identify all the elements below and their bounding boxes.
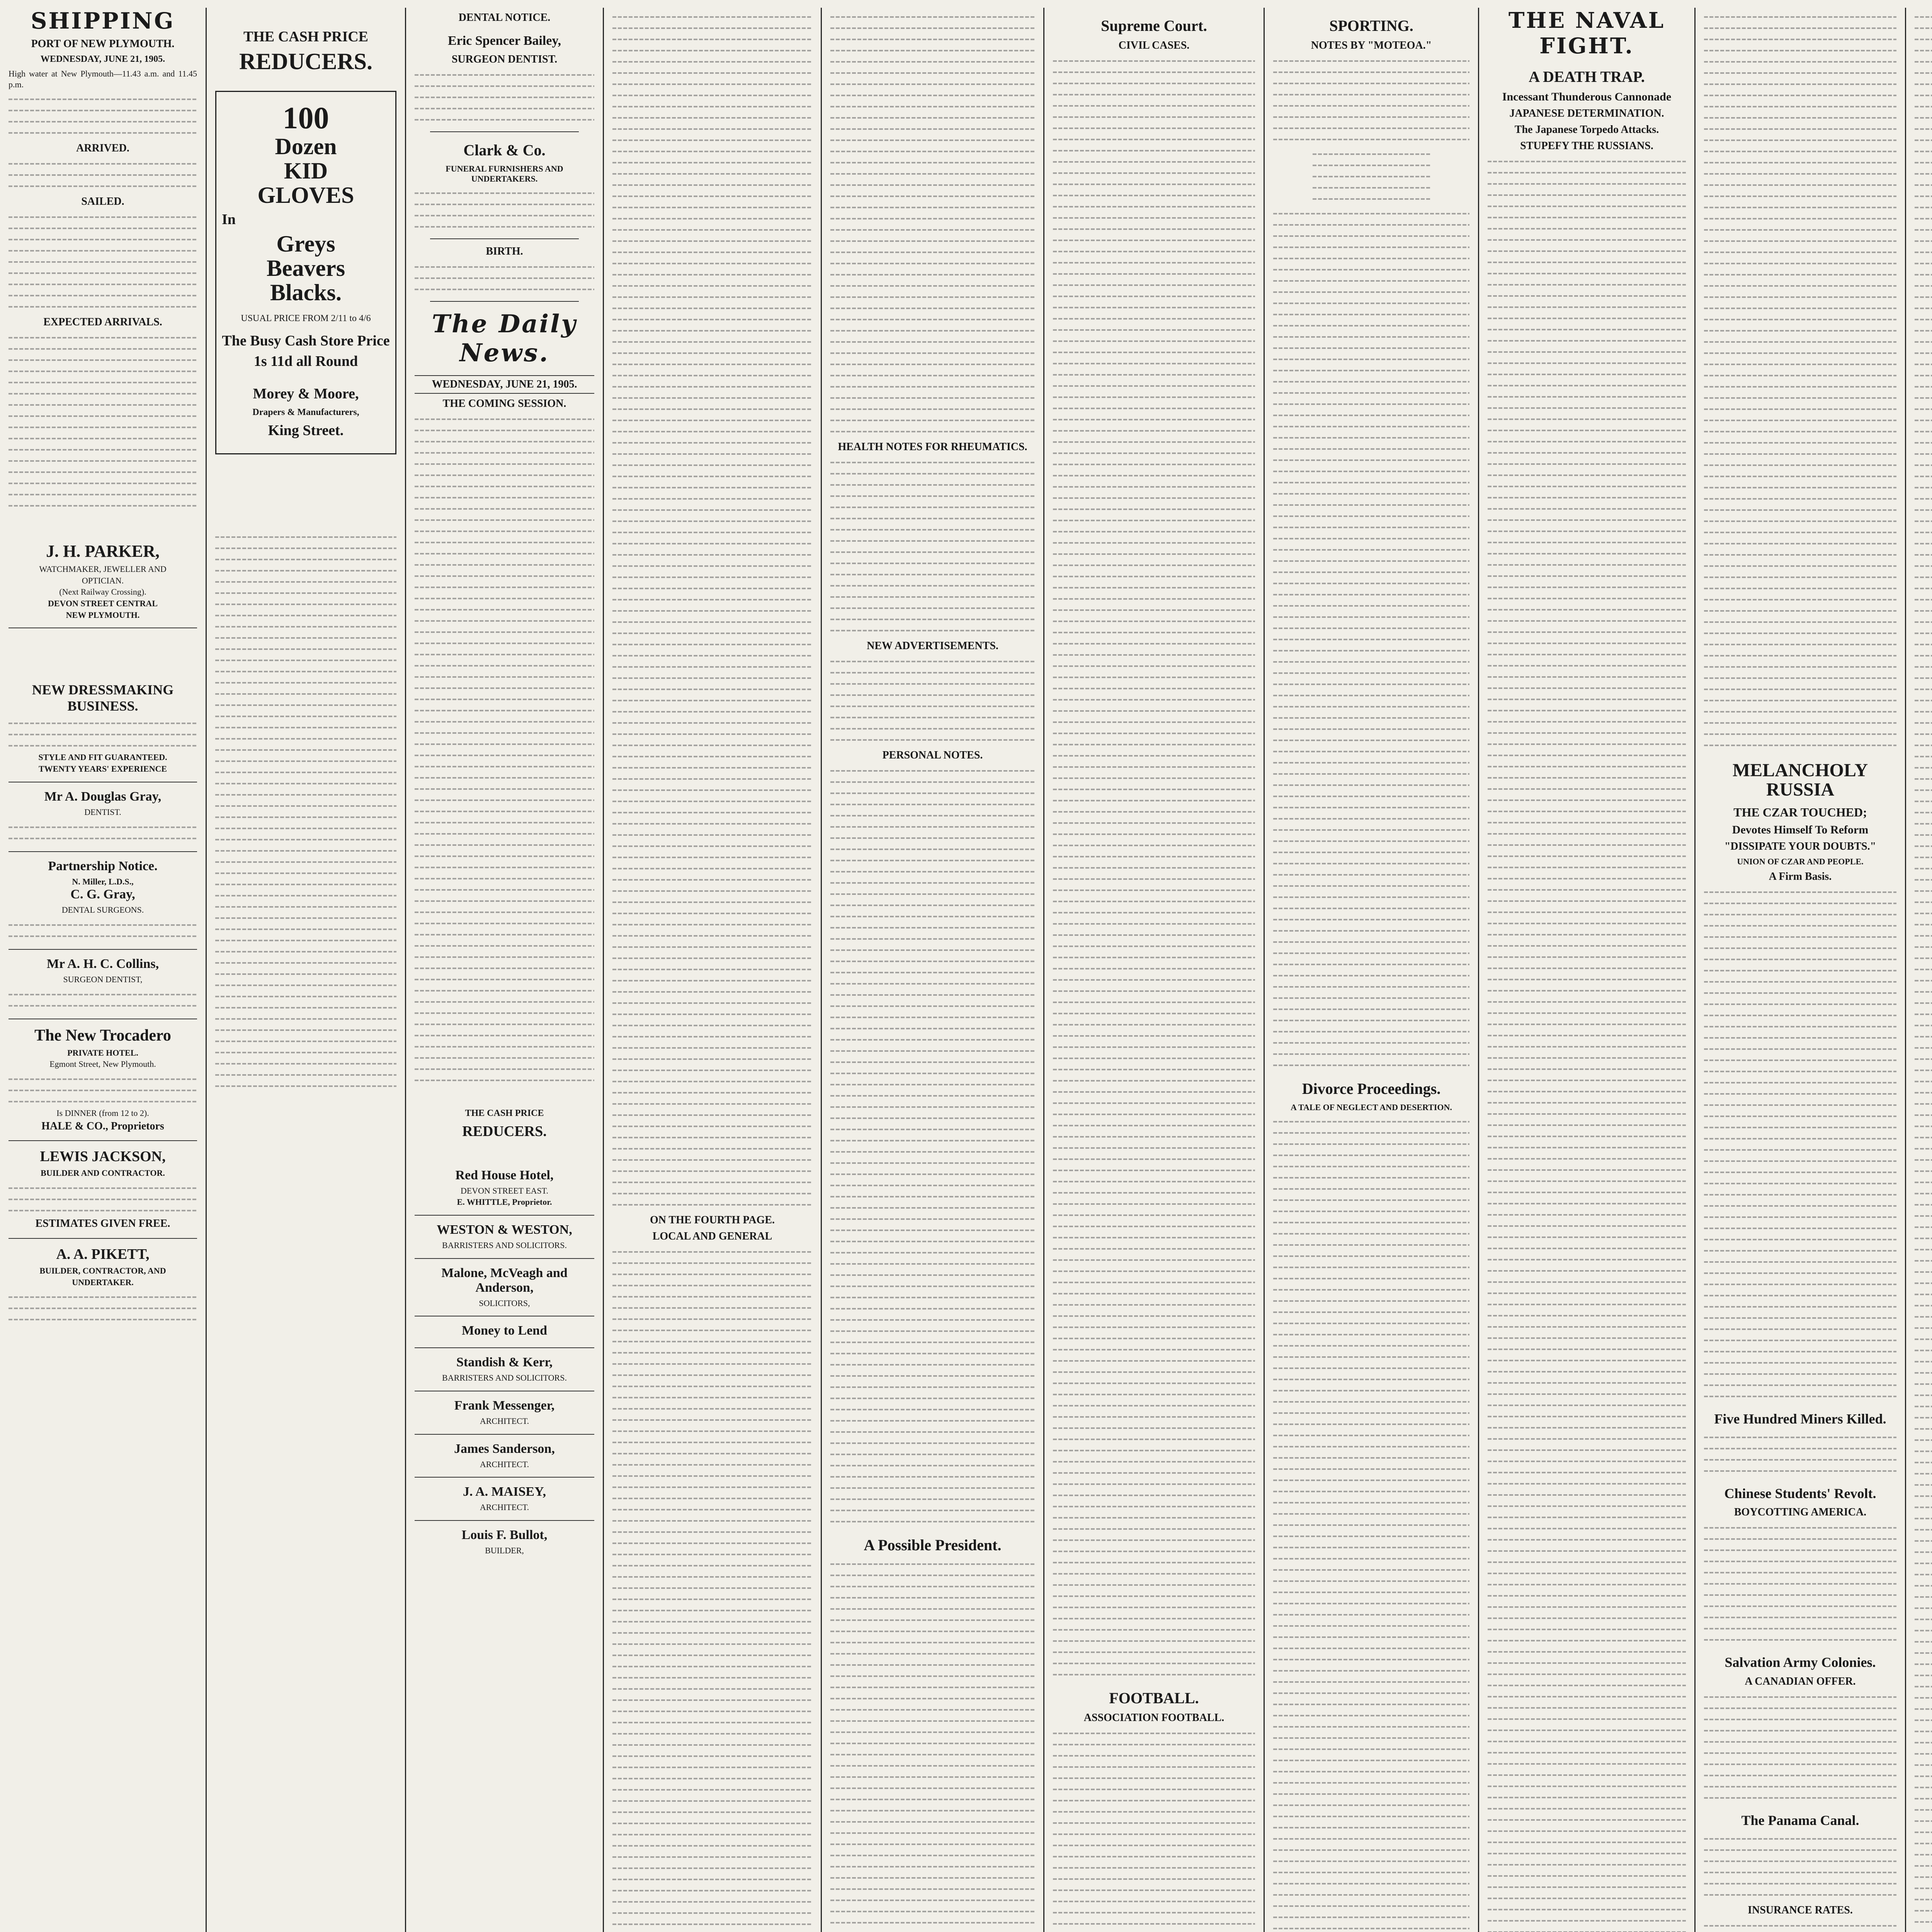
column-court: [1044, 8, 1264, 1932]
insurance-heading: INSURANCE RATES.: [1748, 1904, 1853, 1916]
gray-advert: Mr A. Douglas Gray, DENTIST.: [9, 782, 197, 852]
high-water: High water at New Plymouth—11.43 a.m. and 11.45 p.m.: [9, 69, 197, 89]
health-notes-heading: HEALTH NOTES FOR RHEUMATICS.: [838, 441, 1027, 453]
cannonade-heading: Incessant Thunderous Cannonade: [1502, 90, 1672, 103]
trocadero-advert: The New Trocadero PRIVATE HOTEL. Egmont Street, New Plymouth. Is DINNER (from 12 to 2). HALE & CO., Proprietors: [9, 1019, 197, 1141]
devotes-reform: Devotes Himself To Reform: [1732, 823, 1869, 836]
column-personal: [822, 8, 1043, 1932]
personal-heading: PERSONAL NOTES.: [882, 749, 983, 761]
cash-price-advert-2: THE CASH PRICE REDUCERS.: [462, 1108, 547, 1139]
local-general-heading: LOCAL AND GENERAL: [652, 1230, 772, 1242]
standish-advert: Standish & Kerr, BARRISTERS AND SOLICITORS.: [415, 1348, 594, 1391]
dental-notice: DENTAL NOTICE.: [458, 12, 551, 24]
sporting-heading: SPORTING.: [1329, 17, 1413, 34]
daily-news-masthead: The Daily News.: [432, 309, 577, 367]
president-heading: A Possible President.: [864, 1536, 1002, 1554]
weston-advert: WESTON & WESTON, BARRISTERS AND SOLICITORS.: [415, 1216, 594, 1259]
sanderson-advert: James Sanderson, ARCHITECT.: [415, 1435, 594, 1478]
expected-heading: EXPECTED ARRIVALS.: [43, 316, 162, 328]
dentist-name: Eric Spencer Bailey,: [447, 34, 561, 48]
column-adverts: [207, 8, 405, 1932]
divorce-heading: Divorce Proceedings.: [1302, 1080, 1441, 1097]
kid-gloves-advert: 100 Dozen KID GLOVES In Greys Beavers Blacks. USUAL PRICE FROM 2/11 to 4/6 The Busy Cash Store Price 1s 11d all Round Morey & Moore, Drapers & Manufacturers, King Street.: [215, 91, 396, 454]
cash-price-advert: THE CASH PRICE REDUCERS.: [239, 29, 373, 74]
partnership-advert: Partnership Notice. N. Miller, L.D.S., C. G. Gray, DENTAL SURGEONS.: [9, 852, 197, 950]
students-revolt-heading: Chinese Students' Revolt.: [1724, 1485, 1876, 1501]
moteoa-notes: NOTES BY "MOTEOA.": [1311, 39, 1432, 51]
column-daily-news: DENTAL NOTICE. Eric Spencer Bailey, SURGEON DENTIST. Clark & Co. FUNERAL FURNISHERS AND UNDERTAKERS. BIRTH. The Daily News. WEDNESDAY, JUNE 21, 1905. THE COMING SESSION. THE CASH PRICE REDUCERS. Red House Hotel, DEVON STREET EAST. E. WHITTLE, Proprietor. WESTON & WESTON, BARRISTERS AND SOLICITORS. Malone, McVeagh and Anderson, SOLICITORS, Money to Lend Standish & Kerr, BARRISTERS AND SOLICITORS. Frank Messenger, ARCHITECT. James Sanderson, ARCHITECT. J. A. MAISEY, ARCHITECT. Louis F. Bullot, BUILDER,: [406, 8, 603, 1932]
column-sporting: [1265, 8, 1478, 1932]
shipping-masthead: SHIPPING: [31, 8, 175, 34]
coming-session-heading: THE COMING SESSION.: [442, 397, 566, 410]
malone-advert: Malone, McVeagh and Anderson, SOLICITORS,: [415, 1259, 594, 1317]
association-heading: ASSOCIATION FOOTBALL.: [1083, 1712, 1225, 1724]
shipping-date: WEDNESDAY, JUNE 21, 1905.: [40, 54, 165, 64]
column-naval: [1479, 8, 1694, 1932]
supreme-court-heading: Supreme Court.: [1101, 17, 1207, 34]
dressmaking-advert: NEW DRESSMAKING BUSINESS. STYLE AND FIT GUARANTEED. TWENTY YEARS' EXPERIENCE: [9, 675, 197, 782]
birth-heading: BIRTH.: [486, 245, 523, 257]
dissipate-doubts: "DISSIPATE YOUR DOUBTS.": [1724, 840, 1876, 852]
money-advert: Money to Lend: [415, 1316, 594, 1348]
arrived-heading: ARRIVED.: [76, 142, 129, 154]
civil-cases-heading: CIVIL CASES.: [1118, 39, 1190, 51]
sailed-heading: SAILED.: [81, 196, 124, 207]
death-trap-heading: A DEATH TRAP.: [1529, 68, 1645, 85]
column-local-general: [604, 8, 821, 1932]
panama-heading: The Panama Canal.: [1741, 1813, 1859, 1828]
japanese-determination: JAPANESE DETERMINATION.: [1509, 107, 1664, 119]
divorce-subheading: A TALE OF NEGLECT AND DESERTION.: [1291, 1102, 1452, 1112]
stupefy-russians: STUPEFY THE RUSSIANS.: [1520, 140, 1653, 152]
firm-basis: A Firm Basis.: [1769, 870, 1832, 883]
red-house-advert: Red House Hotel, DEVON STREET EAST. E. WHITTLE, Proprietor.: [415, 1161, 594, 1216]
naval-masthead: THE NAVAL FIGHT.: [1508, 8, 1665, 59]
column-shipping: [0, 8, 206, 1932]
melancholy-russia-heading: MELANCHOLY RUSSIA: [1732, 760, 1868, 800]
collins-advert: Mr A. H. C. Collins, SURGEON DENTIST,: [9, 950, 197, 1019]
clark-name: Clark & Co.: [463, 141, 546, 159]
torpedo-attacks: The Japanese Torpedo Attacks.: [1514, 124, 1659, 136]
parker-advert: J. H. PARKER, WATCHMAKER, JEWELLER AND OPTICIAN. (Next Railway Crossing). DEVON STREET CENTRAL NEW PLYMOUTH.: [9, 534, 197, 628]
daily-news-date: WEDNESDAY, JUNE 21, 1905.: [415, 375, 594, 394]
union-czar-people: UNION OF CZAR AND PEOPLE.: [1737, 856, 1864, 866]
jackson-advert: LEWIS JACKSON, BUILDER AND CONTRACTOR. ESTIMATES GIVEN FREE.: [9, 1141, 197, 1238]
canadian-offer: A CANADIAN OFFER.: [1745, 1675, 1856, 1688]
fourth-page-heading: ON THE FOURTH PAGE.: [650, 1214, 775, 1226]
bullot-advert: Louis F. Bullot, BUILDER,: [461, 1528, 548, 1556]
column-right-edge: [1906, 8, 1932, 1932]
new-ads-heading: NEW ADVERTISEMENTS.: [867, 640, 998, 652]
messenger-advert: Frank Messenger, ARCHITECT.: [415, 1391, 594, 1435]
salvation-heading: Salvation Army Colonies.: [1725, 1655, 1876, 1670]
boycott-heading: BOYCOTTING AMERICA.: [1734, 1506, 1867, 1519]
port-heading: PORT OF NEW PLYMOUTH.: [31, 38, 175, 50]
football-heading: FOOTBALL.: [1109, 1689, 1199, 1707]
column-russia: [1696, 8, 1905, 1932]
maisey-advert: J. A. MAISEY, ARCHITECT.: [415, 1478, 594, 1521]
miners-killed-heading: Five Hundred Miners Killed.: [1714, 1411, 1886, 1427]
czar-touched: THE CZAR TOUCHED;: [1733, 805, 1867, 819]
pikett-advert: A. A. PIKETT, BUILDER, CONTRACTOR, AND UNDERTAKER.: [9, 1239, 197, 1332]
